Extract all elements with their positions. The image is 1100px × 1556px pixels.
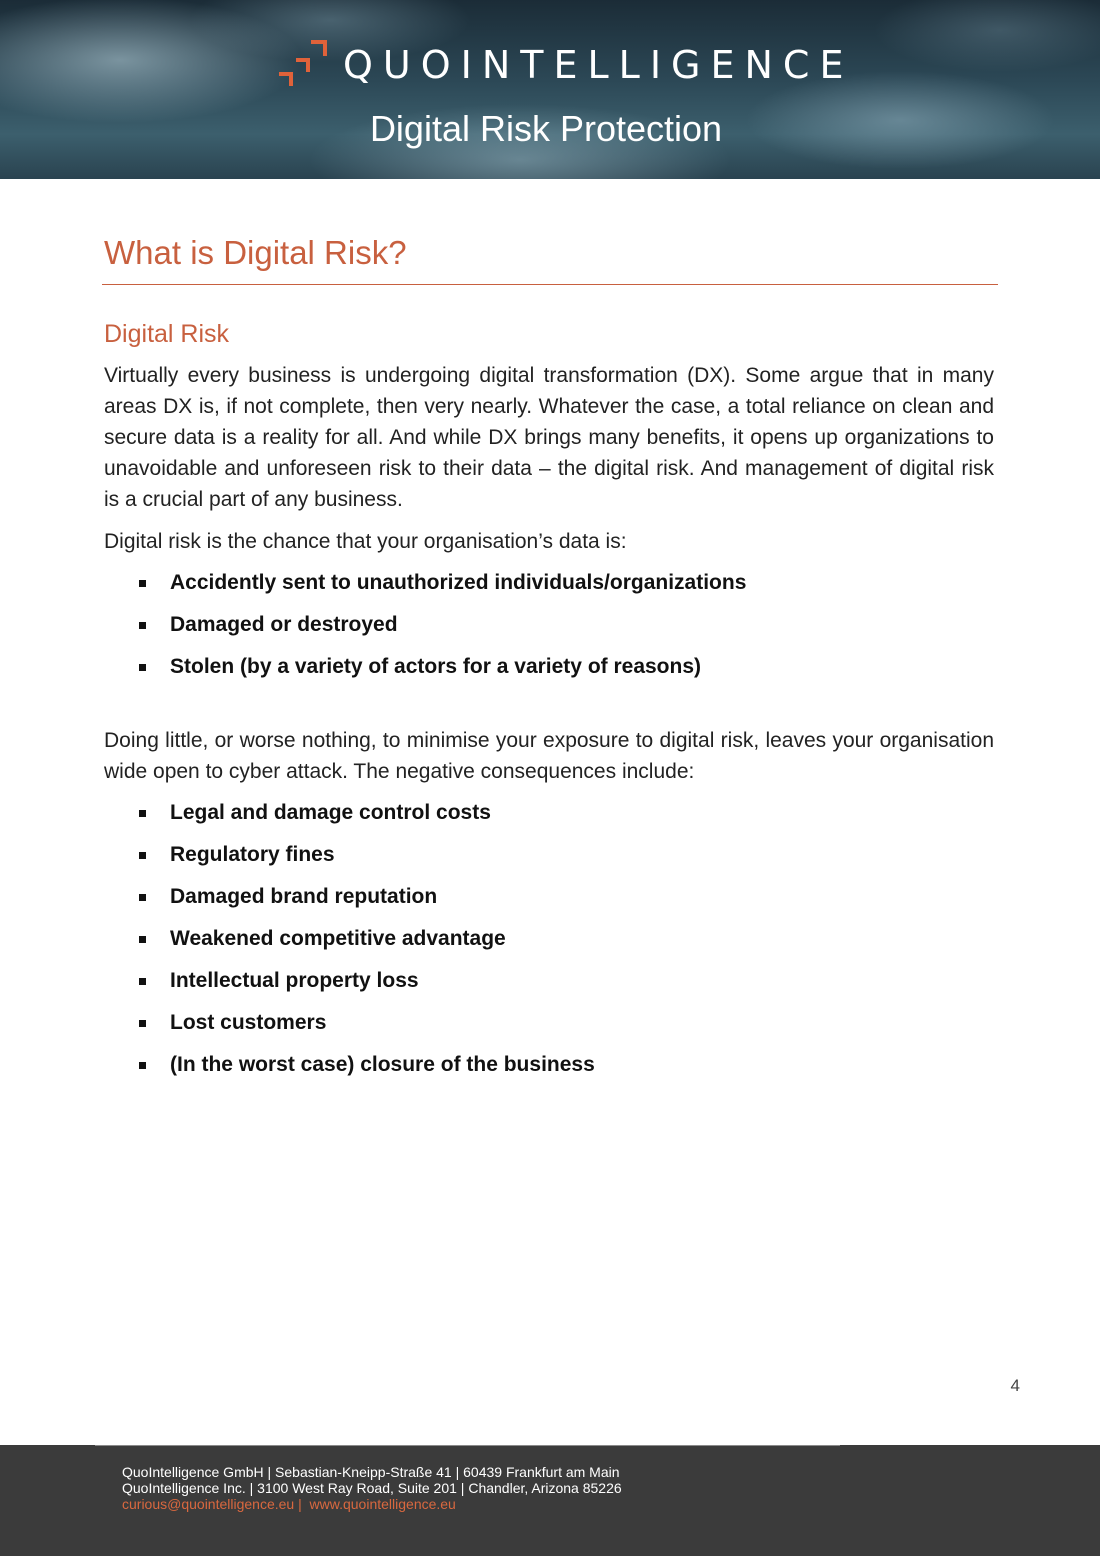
risk-definition-paragraph: Digital risk is the chance that your organisation’s data is: — [104, 530, 627, 553]
bullet-square-icon — [139, 978, 146, 985]
bullet-square-icon — [139, 622, 146, 629]
intro-paragraph: Virtually every business is undergoing digital transformation (DX). Some argue that in many areas DX is, if not complete, then very nearly. Whatever the case, a total reliance on clean and secure data is a reality for all. And while DX brings many benefits, it opens up organizations to unavoidable and unforeseen risk to their data – the digital risk. And management of digital risk is a crucial part of any business. — [104, 364, 994, 511]
bullet-square-icon — [139, 1062, 146, 1069]
bullet-square-icon — [139, 580, 146, 587]
list-item: Damaged brand reputation — [138, 882, 998, 924]
page-title: What is Digital Risk? — [104, 234, 407, 271]
list-item: Legal and damage control costs — [138, 798, 998, 840]
logo-wordmark: QUOINTELLIGENCE — [343, 43, 854, 87]
consequences-list — [138, 798, 998, 1092]
bullet-square-icon — [139, 1020, 146, 1027]
quointelligence-logo-icon — [277, 38, 329, 92]
bullet-square-icon — [139, 810, 146, 817]
page-footer — [0, 1445, 1100, 1556]
footer-address-germany: QuoIntelligence GmbH | Sebastian-Kneipp-Straße 41 | 60439 Frankfurt am Main — [122, 1464, 620, 1480]
list-item: Lost customers — [138, 1008, 998, 1050]
list-item: Accidently sent to unauthorized individuals/organizations — [138, 568, 998, 610]
footer-address-block — [122, 1464, 622, 1512]
title-divider — [102, 284, 998, 285]
list-item: Stolen (by a variety of actors for a variety of reasons) — [138, 652, 998, 694]
bullet-square-icon — [139, 936, 146, 943]
website-link[interactable]: www.quointelligence.eu — [309, 1496, 456, 1512]
bullet-square-icon — [139, 664, 146, 671]
risk-list — [138, 568, 998, 694]
list-item: (In the worst case) closure of the business — [138, 1050, 998, 1092]
header-banner — [0, 0, 1100, 179]
list-item: Intellectual property loss — [138, 966, 998, 1008]
section-heading: Digital Risk — [104, 320, 230, 348]
footer-divider — [95, 1445, 840, 1446]
company-logo — [277, 38, 853, 92]
footer-contact-line — [122, 1496, 622, 1512]
footer-address-usa: QuoIntelligence Inc. | 3100 West Ray Road, Suite 201 | Chandler, Arizona 85226 — [122, 1480, 622, 1496]
email-link[interactable]: curious@quointelligence.eu — [122, 1496, 295, 1512]
list-item: Damaged or destroyed — [138, 610, 998, 652]
consequences-paragraph: Doing little, or worse nothing, to minimise your exposure to digital risk, leaves your organisation wide open to cyber attack. The negative consequences include: — [104, 729, 994, 783]
document-subtitle: Digital Risk Protection — [369, 108, 723, 149]
bullet-square-icon — [139, 852, 146, 859]
footer-separator: | — [294, 1496, 310, 1512]
page-number: 4 — [1010, 1376, 1020, 1395]
list-item: Regulatory fines — [138, 840, 998, 882]
bullet-square-icon — [139, 894, 146, 901]
list-item: Weakened competitive advantage — [138, 924, 998, 966]
